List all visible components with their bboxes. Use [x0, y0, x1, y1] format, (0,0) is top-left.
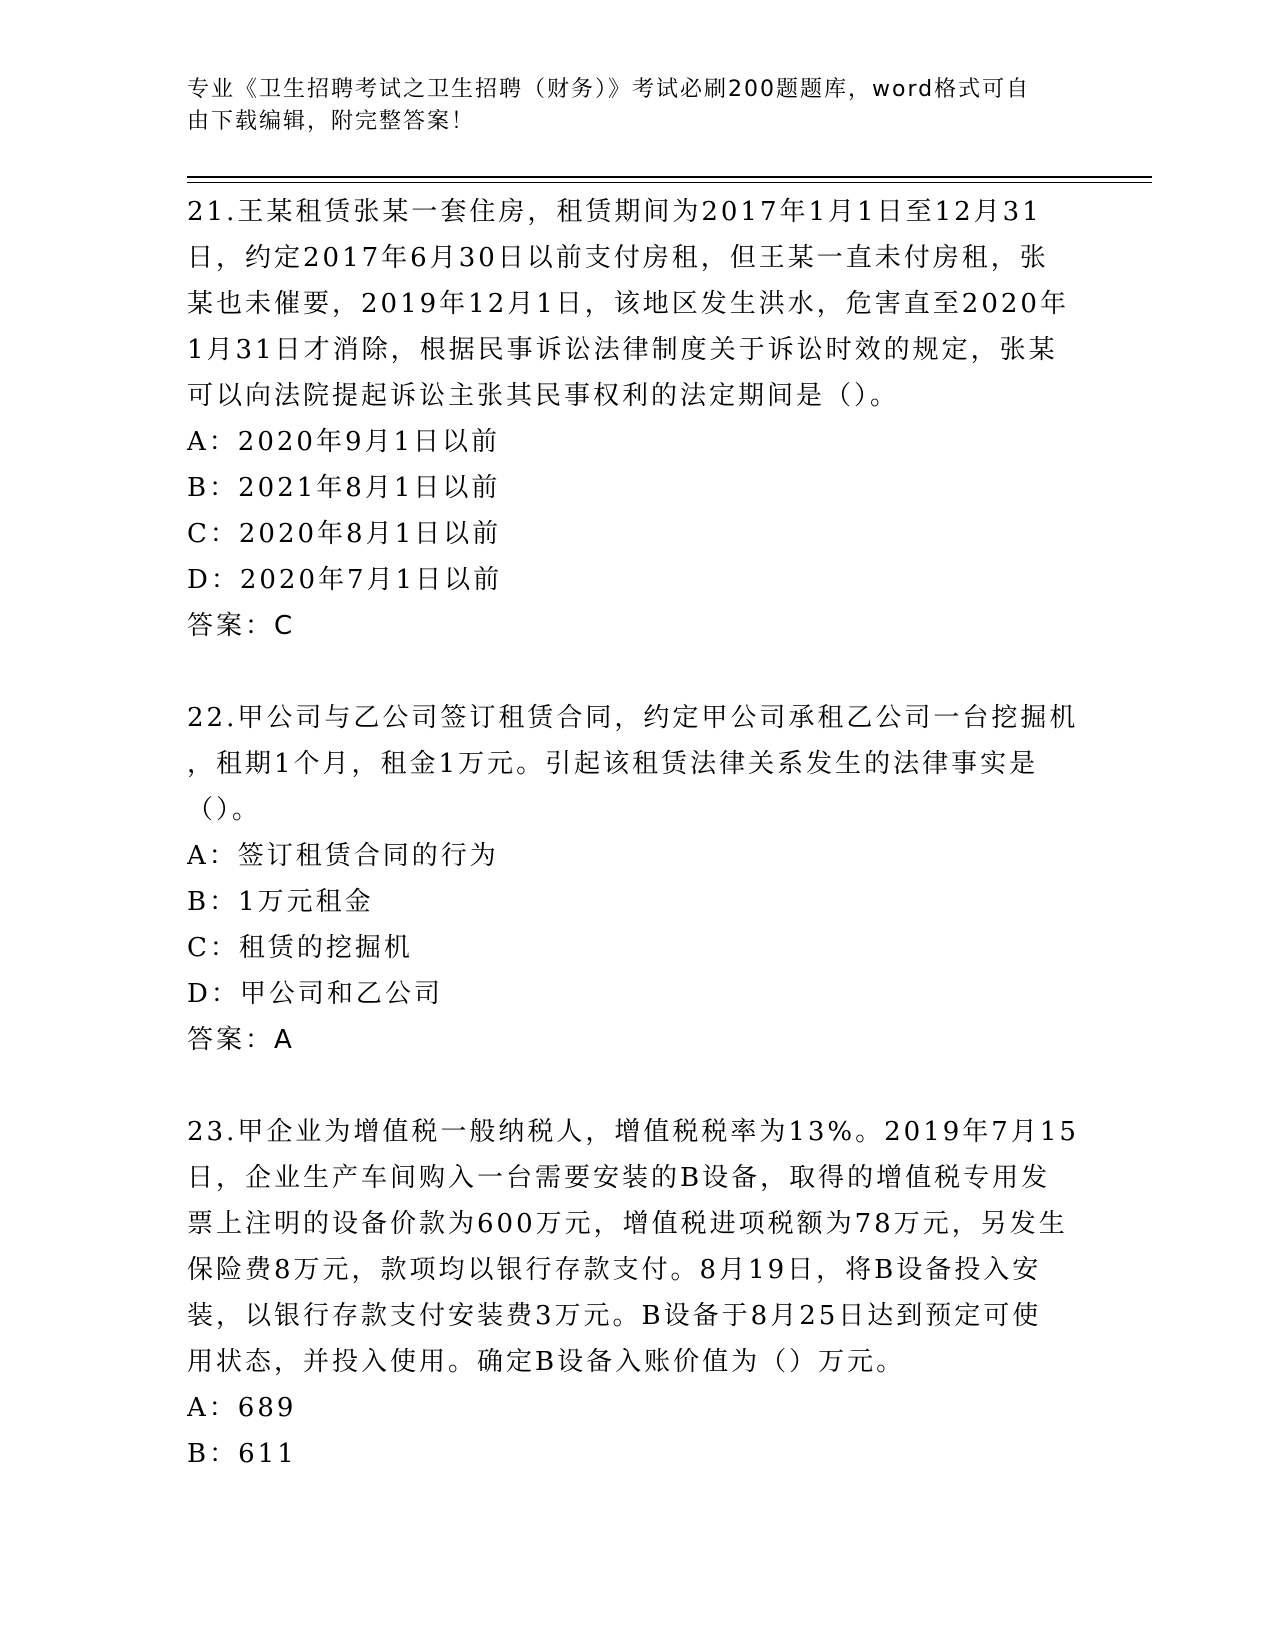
question-stem-line: （）。 [187, 795, 262, 825]
question-22 [187, 695, 1079, 1063]
document-header [187, 74, 1067, 138]
question-stem-line: 票上注明的设备价款为600万元，增值税进项税额为78万元，另发生 [187, 1209, 1068, 1239]
option-c: C：2020年8月1日以前 [187, 519, 502, 549]
question-stem-line: 保险费8万元，款项均以银行存款支付。8月19日，将B设备投入安 [187, 1255, 1042, 1285]
question-stem-line: 日，约定2017年6月30日以前支付房租，但王某一直未付房租，张 [187, 243, 1049, 273]
question-stem-line: 日，企业生产车间购入一台需要安装的B设备，取得的增值税专用发 [187, 1163, 1051, 1193]
question-spacer [187, 649, 1067, 695]
question-stem-line: 用状态，并投入使用。确定B设备入账价值为（）万元。 [187, 1347, 906, 1377]
option-c: C：租赁的挖掘机 [187, 933, 413, 963]
header-divider-thin [187, 182, 1152, 183]
option-b: B：611 [187, 1439, 297, 1469]
question-23 [187, 1109, 1079, 1477]
option-d: D：甲公司和乙公司 [187, 979, 443, 1009]
answer-label: 答案：A [187, 1025, 295, 1055]
question-stem-line: 21.王某租赁张某一套住房，租赁期间为2017年1月1日至12月31 [187, 197, 1042, 227]
option-b: B：2021年8月1日以前 [187, 473, 501, 503]
option-a: A：签订租赁合同的行为 [187, 841, 499, 871]
question-stem-line: 某也未催要，2019年12月1日，该地区发生洪水，危害直至2020年 [187, 289, 1069, 319]
header-line-1: 专业《卫生招聘考试之卫生招聘（财务）》考试必刷200题题库，word格式可自 [187, 77, 1031, 102]
question-stem-line: 22.甲公司与乙公司签订租赁合同，约定甲公司承租乙公司一台挖掘机 [187, 703, 1079, 733]
question-stem-line: 23.甲企业为增值税一般纳税人，增值税税率为13%。2019年7月15 [187, 1117, 1079, 1147]
question-stem-line: ，租期1个月，租金1万元。引起该租赁法律关系发生的法律事实是 [187, 749, 1039, 779]
header-line-2: 由下载编辑，附完整答案！ [187, 109, 476, 134]
question-stem-line: 可以向法院提起诉讼主张其民事权利的法定期间是（）。 [187, 381, 900, 411]
question-list [187, 189, 1079, 1477]
header-divider-thick [187, 176, 1152, 178]
answer-label: 答案：C [187, 611, 296, 641]
option-d: D：2020年7月1日以前 [187, 565, 503, 595]
question-spacer [187, 1063, 1067, 1109]
question-stem-line: 1月31日才消除，根据民事诉讼法律制度关于诉讼时效的规定，张某 [187, 335, 1058, 365]
option-a: A：689 [187, 1393, 297, 1423]
question-stem-line: 装，以银行存款支付安装费3万元。B设备于8月25日达到预定可使 [187, 1301, 1042, 1331]
question-21 [187, 189, 1067, 649]
option-b: B：1万元租金 [187, 887, 374, 917]
option-a: A：2020年9月1日以前 [187, 427, 501, 457]
